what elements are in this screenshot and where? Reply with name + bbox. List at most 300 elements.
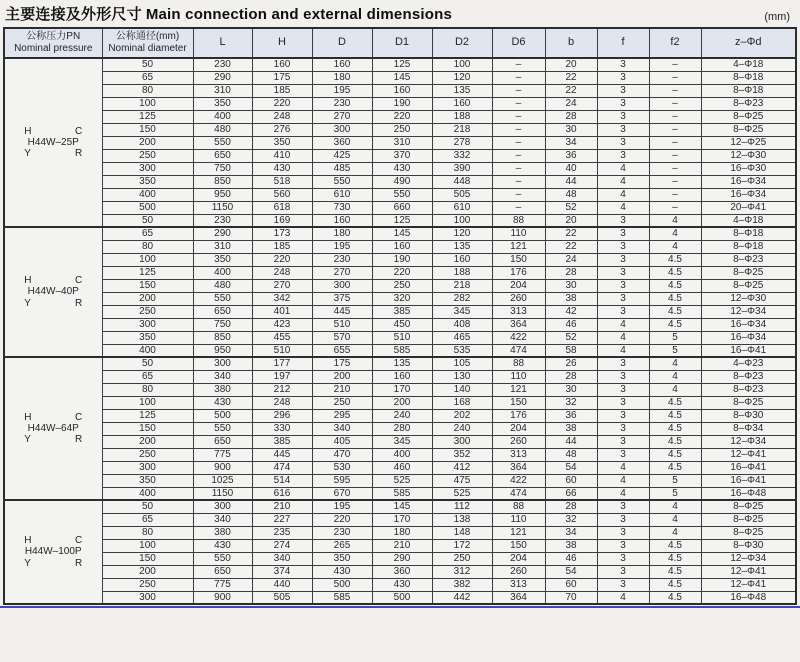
cell-L: 430 xyxy=(193,396,252,409)
cell-L: 400 xyxy=(193,266,252,279)
cell-D2: 135 xyxy=(432,240,492,253)
cell-f2: 4.5 xyxy=(649,396,701,409)
page-title-en: Main connection and external dimensions xyxy=(145,6,453,23)
cell-D6: – xyxy=(492,188,545,201)
cell-f: 4 xyxy=(597,331,649,344)
cell-b: 30 xyxy=(545,383,597,396)
cell-dn: 100 xyxy=(102,253,193,266)
cell-D1: 490 xyxy=(372,175,432,188)
cell-f: 3 xyxy=(597,292,649,305)
cell-H: 169 xyxy=(252,214,312,227)
cell-D1: 190 xyxy=(372,253,432,266)
cell-D: 300 xyxy=(312,123,372,136)
cell-z-phi-d: 8–Φ23 xyxy=(701,383,796,396)
cell-L: 500 xyxy=(193,409,252,422)
cell-f: 4 xyxy=(597,344,649,357)
cell-z-phi-d: 16–Φ30 xyxy=(701,162,796,175)
col-header-pressure-zh: 公称压力PN xyxy=(26,30,81,42)
cell-D1: 550 xyxy=(372,188,432,201)
cell-D1: 220 xyxy=(372,110,432,123)
cell-dn: 65 xyxy=(102,370,193,383)
cell-b: 48 xyxy=(545,188,597,201)
unit-label: (mm) xyxy=(764,11,790,23)
cell-H: 276 xyxy=(252,123,312,136)
cell-b: 22 xyxy=(545,71,597,84)
pressure-group-label xyxy=(4,500,102,604)
cell-f: 3 xyxy=(597,240,649,253)
cell-D6: 150 xyxy=(492,253,545,266)
cell-H: 330 xyxy=(252,422,312,435)
cell-dn: 50 xyxy=(102,500,193,513)
cell-dn: 50 xyxy=(102,58,193,71)
cell-D6: 260 xyxy=(492,435,545,448)
cell-dn: 100 xyxy=(102,539,193,552)
cell-D6: 110 xyxy=(492,227,545,240)
cell-L: 480 xyxy=(193,279,252,292)
pressure-variant-letters-bottom: Y R xyxy=(24,148,83,160)
cell-f2: 4.5 xyxy=(649,409,701,422)
cell-D1: 585 xyxy=(372,344,432,357)
cell-z-phi-d: 8–Φ18 xyxy=(701,227,796,240)
cell-z-phi-d: 8–Φ30 xyxy=(701,409,796,422)
table-row xyxy=(4,552,796,565)
cell-D2: 278 xyxy=(432,136,492,149)
cell-z-phi-d: 8–Φ25 xyxy=(701,396,796,409)
cell-dn: 100 xyxy=(102,396,193,409)
col-header-H: H xyxy=(252,28,312,58)
cell-f: 3 xyxy=(597,396,649,409)
table-row xyxy=(4,526,796,539)
pressure-model-code: H44W–25P xyxy=(27,136,79,148)
cell-D6: – xyxy=(492,136,545,149)
cell-z-phi-d: 12–Φ25 xyxy=(701,136,796,149)
cell-f: 4 xyxy=(597,162,649,175)
cell-L: 340 xyxy=(193,513,252,526)
table-row xyxy=(4,318,796,331)
cell-b: 20 xyxy=(545,214,597,227)
cell-D: 210 xyxy=(312,383,372,396)
cell-D2: 282 xyxy=(432,292,492,305)
pressure-group-label xyxy=(4,58,102,227)
cell-L: 650 xyxy=(193,305,252,318)
table-row xyxy=(4,266,796,279)
pressure-variant-letters-bottom: Y R xyxy=(24,434,83,446)
cell-dn: 80 xyxy=(102,526,193,539)
cell-dn: 200 xyxy=(102,565,193,578)
cell-D: 530 xyxy=(312,461,372,474)
cell-D: 470 xyxy=(312,448,372,461)
cell-dn: 200 xyxy=(102,292,193,305)
cell-D2: 218 xyxy=(432,279,492,292)
cell-f: 3 xyxy=(597,84,649,97)
col-header-D6: D6 xyxy=(492,28,545,58)
cell-D2: 250 xyxy=(432,552,492,565)
table-row xyxy=(4,188,796,201)
cell-L: 550 xyxy=(193,292,252,305)
cell-L: 900 xyxy=(193,461,252,474)
cell-f2: 4.5 xyxy=(649,266,701,279)
cell-L: 775 xyxy=(193,578,252,591)
cell-b: 30 xyxy=(545,123,597,136)
cell-D1: 190 xyxy=(372,97,432,110)
cell-H: 227 xyxy=(252,513,312,526)
cell-f2: – xyxy=(649,175,701,188)
cell-H: 342 xyxy=(252,292,312,305)
cell-D6: 364 xyxy=(492,591,545,604)
cell-z-phi-d: 8–Φ23 xyxy=(701,97,796,110)
cell-H: 248 xyxy=(252,396,312,409)
cell-dn: 65 xyxy=(102,227,193,240)
cell-z-phi-d: 16–Φ34 xyxy=(701,188,796,201)
cell-D: 350 xyxy=(312,552,372,565)
cell-D: 200 xyxy=(312,370,372,383)
cell-b: 58 xyxy=(545,344,597,357)
cell-f2: 4 xyxy=(649,357,701,370)
cell-f2: 4 xyxy=(649,227,701,240)
cell-H: 235 xyxy=(252,526,312,539)
cell-b: 52 xyxy=(545,331,597,344)
cell-D6: 150 xyxy=(492,396,545,409)
cell-f: 3 xyxy=(597,227,649,240)
cell-dn: 250 xyxy=(102,448,193,461)
cell-L: 650 xyxy=(193,565,252,578)
cell-D: 550 xyxy=(312,175,372,188)
table-row xyxy=(4,110,796,123)
cell-dn: 150 xyxy=(102,123,193,136)
dimensions-tbody xyxy=(4,58,796,604)
cell-D2: 172 xyxy=(432,539,492,552)
cell-z-phi-d: 20–Φ41 xyxy=(701,201,796,214)
table-row xyxy=(4,344,796,357)
cell-dn: 400 xyxy=(102,344,193,357)
cell-D2: 525 xyxy=(432,487,492,500)
cell-H: 423 xyxy=(252,318,312,331)
cell-L: 230 xyxy=(193,214,252,227)
table-row xyxy=(4,58,796,71)
cell-b: 20 xyxy=(545,58,597,71)
cell-b: 46 xyxy=(545,318,597,331)
cell-H: 296 xyxy=(252,409,312,422)
cell-L: 230 xyxy=(193,58,252,71)
table-row xyxy=(4,383,796,396)
cell-D2: 535 xyxy=(432,344,492,357)
cell-b: 38 xyxy=(545,539,597,552)
cell-dn: 125 xyxy=(102,409,193,422)
cell-H: 510 xyxy=(252,344,312,357)
cell-D: 250 xyxy=(312,396,372,409)
table-row xyxy=(4,357,796,370)
cell-b: 40 xyxy=(545,162,597,175)
cell-D2: 148 xyxy=(432,526,492,539)
cell-D1: 220 xyxy=(372,266,432,279)
col-header-diameter-zh: 公称通径(mm) xyxy=(115,30,180,42)
cell-f2: – xyxy=(649,188,701,201)
cell-D2: 442 xyxy=(432,591,492,604)
cell-D2: 188 xyxy=(432,110,492,123)
cell-L: 950 xyxy=(193,344,252,357)
cell-z-phi-d: 8–Φ25 xyxy=(701,526,796,539)
cell-L: 775 xyxy=(193,448,252,461)
cell-dn: 400 xyxy=(102,487,193,500)
cell-z-phi-d: 8–Φ25 xyxy=(701,513,796,526)
cell-D6: – xyxy=(492,84,545,97)
pressure-variant-letters-bottom: Y R xyxy=(24,297,83,309)
cell-D1: 240 xyxy=(372,409,432,422)
cell-D: 175 xyxy=(312,357,372,370)
cell-dn: 50 xyxy=(102,214,193,227)
cell-b: 32 xyxy=(545,513,597,526)
cell-D: 180 xyxy=(312,227,372,240)
cell-D: 180 xyxy=(312,71,372,84)
pressure-group-label xyxy=(4,357,102,500)
cell-L: 380 xyxy=(193,526,252,539)
cell-D: 230 xyxy=(312,526,372,539)
cell-D2: 240 xyxy=(432,422,492,435)
cell-f2: 4.5 xyxy=(649,578,701,591)
cell-D2: 382 xyxy=(432,578,492,591)
cell-z-phi-d: 8–Φ25 xyxy=(701,123,796,136)
cell-D6: 121 xyxy=(492,526,545,539)
cell-L: 850 xyxy=(193,331,252,344)
pressure-group-label xyxy=(4,227,102,357)
cell-H: 374 xyxy=(252,565,312,578)
table-row xyxy=(4,539,796,552)
table-row xyxy=(4,227,796,240)
cell-z-phi-d: 12–Φ41 xyxy=(701,448,796,461)
cell-f2: 4 xyxy=(649,383,701,396)
cell-D1: 200 xyxy=(372,396,432,409)
cell-f2: 4.5 xyxy=(649,305,701,318)
table-row xyxy=(4,136,796,149)
cell-D: 595 xyxy=(312,474,372,487)
col-header-diameter-en: Nominal diameter xyxy=(108,43,187,54)
cell-L: 900 xyxy=(193,591,252,604)
table-row xyxy=(4,448,796,461)
cell-z-phi-d: 16–Φ48 xyxy=(701,591,796,604)
cell-f2: 4.5 xyxy=(649,318,701,331)
cell-z-phi-d: 12–Φ34 xyxy=(701,305,796,318)
table-row xyxy=(4,565,796,578)
cell-D: 570 xyxy=(312,331,372,344)
cell-D6: – xyxy=(492,110,545,123)
cell-D: 430 xyxy=(312,565,372,578)
cell-z-phi-d: 8–Φ34 xyxy=(701,422,796,435)
cell-H: 445 xyxy=(252,448,312,461)
cell-H: 505 xyxy=(252,591,312,604)
cell-L: 350 xyxy=(193,97,252,110)
cell-D2: 390 xyxy=(432,162,492,175)
cell-D1: 525 xyxy=(372,474,432,487)
cell-D: 730 xyxy=(312,201,372,214)
cell-D1: 430 xyxy=(372,162,432,175)
cell-D: 655 xyxy=(312,344,372,357)
cell-D: 160 xyxy=(312,214,372,227)
cell-D1: 320 xyxy=(372,292,432,305)
cell-D2: 100 xyxy=(432,214,492,227)
cell-b: 54 xyxy=(545,461,597,474)
cell-D2: 168 xyxy=(432,396,492,409)
cell-f2: 4.5 xyxy=(649,292,701,305)
cell-D: 510 xyxy=(312,318,372,331)
cell-H: 560 xyxy=(252,188,312,201)
cell-f: 3 xyxy=(597,71,649,84)
cell-f: 3 xyxy=(597,123,649,136)
cell-b: 44 xyxy=(545,435,597,448)
table-row xyxy=(4,513,796,526)
cell-H: 270 xyxy=(252,279,312,292)
cell-D2: 610 xyxy=(432,201,492,214)
cell-b: 36 xyxy=(545,149,597,162)
cell-f: 4 xyxy=(597,474,649,487)
cell-D: 230 xyxy=(312,253,372,266)
cell-b: 38 xyxy=(545,422,597,435)
cell-z-phi-d: 8–Φ25 xyxy=(701,279,796,292)
cell-D6: 150 xyxy=(492,539,545,552)
table-row xyxy=(4,422,796,435)
cell-D6: – xyxy=(492,201,545,214)
cell-D2: 120 xyxy=(432,71,492,84)
cell-dn: 150 xyxy=(102,279,193,292)
col-header-z-phi-d: z–Φd xyxy=(701,28,796,58)
table-row xyxy=(4,500,796,513)
page-title-zh: 主要连接及外形尺寸 xyxy=(5,6,142,23)
cell-L: 850 xyxy=(193,175,252,188)
cell-H: 274 xyxy=(252,539,312,552)
cell-z-phi-d: 16–Φ34 xyxy=(701,331,796,344)
col-header-f: f xyxy=(597,28,649,58)
cell-f2: 5 xyxy=(649,474,701,487)
cell-D1: 500 xyxy=(372,591,432,604)
cell-L: 950 xyxy=(193,188,252,201)
cell-D1: 180 xyxy=(372,526,432,539)
cell-D2: 218 xyxy=(432,123,492,136)
pressure-variant-letters-bottom: Y R xyxy=(24,557,83,569)
cell-f: 4 xyxy=(597,591,649,604)
cell-dn: 65 xyxy=(102,513,193,526)
cell-D1: 250 xyxy=(372,123,432,136)
cell-dn: 80 xyxy=(102,240,193,253)
cell-f2: – xyxy=(649,136,701,149)
cell-f2: 4.5 xyxy=(649,448,701,461)
cell-b: 28 xyxy=(545,370,597,383)
cell-z-phi-d: 12–Φ41 xyxy=(701,578,796,591)
cell-z-phi-d: 8–Φ18 xyxy=(701,240,796,253)
cell-D2: 105 xyxy=(432,357,492,370)
cell-D1: 280 xyxy=(372,422,432,435)
cell-z-phi-d: 12–Φ30 xyxy=(701,149,796,162)
cell-H: 616 xyxy=(252,487,312,500)
cell-D: 670 xyxy=(312,487,372,500)
cell-f2: – xyxy=(649,110,701,123)
cell-D6: – xyxy=(492,175,545,188)
cell-L: 1150 xyxy=(193,487,252,500)
cell-L: 310 xyxy=(193,240,252,253)
cell-D: 585 xyxy=(312,591,372,604)
cell-dn: 50 xyxy=(102,357,193,370)
cell-D: 610 xyxy=(312,188,372,201)
cell-L: 550 xyxy=(193,422,252,435)
pressure-model-code: H44W–40P xyxy=(27,286,79,298)
cell-D: 195 xyxy=(312,240,372,253)
cell-dn: 300 xyxy=(102,461,193,474)
cell-H: 177 xyxy=(252,357,312,370)
cell-D6: 364 xyxy=(492,461,545,474)
cell-D: 230 xyxy=(312,97,372,110)
cell-D2: 112 xyxy=(432,500,492,513)
cell-D: 360 xyxy=(312,136,372,149)
cell-b: 22 xyxy=(545,240,597,253)
cell-D6: 176 xyxy=(492,266,545,279)
cell-D6: 313 xyxy=(492,578,545,591)
cell-z-phi-d: 8–Φ25 xyxy=(701,500,796,513)
cell-D1: 450 xyxy=(372,318,432,331)
cell-f2: 4 xyxy=(649,240,701,253)
cell-H: 212 xyxy=(252,383,312,396)
cell-L: 300 xyxy=(193,500,252,513)
cell-dn: 150 xyxy=(102,552,193,565)
cell-D1: 210 xyxy=(372,539,432,552)
cell-f: 3 xyxy=(597,422,649,435)
cell-D1: 160 xyxy=(372,370,432,383)
cell-D6: 422 xyxy=(492,474,545,487)
cell-b: 66 xyxy=(545,487,597,500)
cell-f: 3 xyxy=(597,266,649,279)
cell-D1: 160 xyxy=(372,240,432,253)
cell-dn: 125 xyxy=(102,110,193,123)
cell-f: 3 xyxy=(597,370,649,383)
cell-dn: 100 xyxy=(102,97,193,110)
cell-f2: 4 xyxy=(649,500,701,513)
cell-f: 3 xyxy=(597,552,649,565)
table-row xyxy=(4,409,796,422)
cell-f2: 5 xyxy=(649,487,701,500)
cell-H: 514 xyxy=(252,474,312,487)
cell-z-phi-d: 4–Φ18 xyxy=(701,58,796,71)
cell-L: 480 xyxy=(193,123,252,136)
cell-dn: 250 xyxy=(102,305,193,318)
cell-L: 1150 xyxy=(193,201,252,214)
cell-f2: – xyxy=(649,201,701,214)
table-row xyxy=(4,149,796,162)
cell-D2: 188 xyxy=(432,266,492,279)
cell-f2: 4.5 xyxy=(649,435,701,448)
cell-D6: 204 xyxy=(492,422,545,435)
cell-z-phi-d: 12–Φ30 xyxy=(701,292,796,305)
cell-b: 34 xyxy=(545,136,597,149)
cell-f2: – xyxy=(649,123,701,136)
table-row xyxy=(4,97,796,110)
table-row xyxy=(4,123,796,136)
cell-f: 3 xyxy=(597,214,649,227)
cell-z-phi-d: 16–Φ34 xyxy=(701,318,796,331)
table-row xyxy=(4,292,796,305)
table-row xyxy=(4,487,796,500)
cell-f2: 4.5 xyxy=(649,552,701,565)
cell-b: 60 xyxy=(545,474,597,487)
cell-D6: 204 xyxy=(492,552,545,565)
cell-D2: 135 xyxy=(432,84,492,97)
title-bar xyxy=(0,0,800,27)
cell-z-phi-d: 16–Φ41 xyxy=(701,461,796,474)
cell-D2: 160 xyxy=(432,97,492,110)
cell-b: 48 xyxy=(545,448,597,461)
cell-D6: 88 xyxy=(492,214,545,227)
cell-H: 220 xyxy=(252,253,312,266)
cell-L: 650 xyxy=(193,435,252,448)
cell-dn: 80 xyxy=(102,383,193,396)
cell-D6: 422 xyxy=(492,331,545,344)
cell-L: 380 xyxy=(193,383,252,396)
